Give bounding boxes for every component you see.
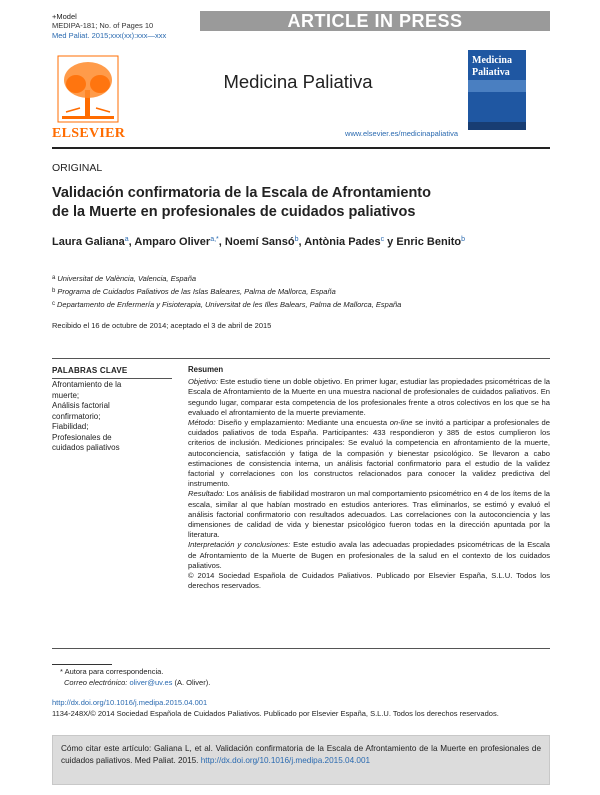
affiliation-item <box>52 285 401 298</box>
author-name: Enric Benito <box>396 236 462 248</box>
abstract-method <box>188 418 550 489</box>
keyword-item: cuidados paliativos <box>52 443 120 452</box>
abstract-objective <box>188 377 550 418</box>
received-dates: Recibido el 16 de octubre de 2014; aceptado el 3 de abril de 2015 <box>52 321 272 330</box>
author-affil-marker[interactable]: b <box>294 236 299 243</box>
cover-band <box>468 80 526 92</box>
author-separator: , <box>298 236 305 248</box>
journal-title: Medicina Paliativa <box>223 71 373 92</box>
author-affil-marker[interactable]: a <box>124 236 129 243</box>
abstract-section-label: Interpretación y conclusiones: <box>188 540 291 550</box>
journal-citation: Med Paliat. 2015;xxx(xx):xxx—xxx <box>52 31 167 40</box>
elsevier-tree-icon <box>52 50 124 126</box>
affiliations <box>52 272 401 311</box>
author-separator: , <box>218 236 225 248</box>
abstract-section-label: Método: <box>188 418 216 428</box>
author-affil-marker[interactable]: a,* <box>210 236 219 243</box>
affiliation-marker: c <box>52 301 55 307</box>
cover-title-line2: Paliativa <box>472 67 510 78</box>
keywords-top-rule <box>52 358 550 359</box>
affiliation-marker: a <box>52 275 56 281</box>
keywords-panel <box>52 360 172 455</box>
keyword-item: Profesionales de <box>52 432 112 442</box>
running-header <box>52 12 166 40</box>
author-separator: y <box>384 236 397 248</box>
elsevier-logo <box>52 50 124 140</box>
keyword-item: confirmatorio; <box>52 411 101 421</box>
cover-title-line1: Medicina <box>472 55 512 66</box>
affiliation-item <box>52 298 401 311</box>
keyword-item: Análisis factorial <box>52 401 110 410</box>
author-name: Noemí Sansó <box>224 236 295 248</box>
masthead-divider <box>52 147 550 149</box>
abstract-text: Diseño y emplazamiento: Mediante una encuesta <box>215 418 390 428</box>
cite-label: Cómo citar este artículo: <box>61 744 152 753</box>
affiliation-text: Universitat de València, Valencia, España <box>57 274 197 283</box>
abstract-text: Los análisis de fiabilidad mostraron un mal comportamiento psicométrico en 4 de los ítems de la escala, similar al que habían mostrado en estudios anteriores. Tras eliminarlos, se estimó y evaluó el análisis factorial confirmatorio con resultados adecuados. Las correlaciones con la autoconciencia y las dimensiones de calidad de vida y bienestar psicológico fueron todas en la dirección apuntada por la literatura. <box>188 489 550 540</box>
author-name: Laura Galiana <box>52 236 125 248</box>
keyword-item: muerte; <box>52 390 80 400</box>
abstract-heading: Resumen <box>188 365 224 374</box>
author-name: Antònia Pades <box>304 236 381 248</box>
abstract-copyright: © 2014 Sociedad Española de Cuidados Paliativos. Publicado por Elsevier España, S.L.U. Todos los derechos reservados. <box>188 571 550 591</box>
title-line-2: de la Muerte en profesionales de cuidados paliativos <box>52 204 416 220</box>
footnote-rule <box>52 664 112 665</box>
abstract-result <box>188 489 550 540</box>
cite-text: Galiana L, et al. Validación confirmatoria de la Escala de Afrontamiento de la Muerte en profesionales de cuidados paliativos. Med Paliat. 2015. <box>61 744 541 765</box>
email-line <box>60 677 210 688</box>
author-affil-marker[interactable]: c <box>380 236 385 243</box>
author-separator: , <box>128 236 135 248</box>
keyword-item: Afrontamiento de la <box>52 380 122 389</box>
abstract-italic-term: on-line <box>389 418 413 428</box>
doi-link[interactable]: http://dx.doi.org/10.1016/j.medipa.2015.04.001 <box>52 698 208 707</box>
email-suffix: (A. Oliver). <box>172 678 211 687</box>
keywords-heading-rule <box>52 378 172 379</box>
author-name: Amparo Oliver <box>134 236 211 248</box>
keywords-list <box>52 380 172 454</box>
abstract-text: Este estudio tiene un doble objetivo. En primer lugar, estudiar las propiedades psicométricas de la Escala de Afrontamiento de la Muerte en una muestra nacional de profesionales de cuidados paliativos. En segundo lugar, comparar esta competencia de los profesionales frente a otros colectivos en los que se ha evaluado el afrontamiento de la muerte previamente. <box>188 377 550 417</box>
keywords-heading: PALABRAS CLAVE <box>52 366 128 375</box>
author-affil-marker[interactable]: b <box>461 236 466 243</box>
abstract <box>188 365 550 591</box>
abstract-text: Este estudio avala las adecuadas propiedades psicométricas de la Escala de Afrontamiento de la Muerte de Bugen en profesionales de la salud en el contexto de los cuidados paliativos. <box>188 540 551 570</box>
article-in-press-banner: ARTICLE IN PRESS <box>200 11 550 31</box>
journal-url-link[interactable]: www.elsevier.es/medicinapaliativa <box>345 129 458 138</box>
cite-doi-link[interactable]: http://dx.doi.org/10.1016/j.medipa.2015.04.001 <box>200 756 371 765</box>
affiliation-text: Departamento de Enfermería y Fisioterapia, Universitat de les Illes Balears, Palma de Mallorca, España <box>57 300 402 309</box>
title-line-1: Validación confirmatoria de la Escala de Afrontamiento <box>52 185 431 201</box>
email-link[interactable]: oliver@uv.es <box>129 678 173 687</box>
corr-text: Autora para correspondencia. <box>62 667 164 676</box>
corr-line <box>60 666 210 677</box>
affiliation-marker: b <box>52 288 56 294</box>
publisher-name: ELSEVIER <box>52 126 126 141</box>
masthead <box>52 50 550 144</box>
keyword-item: Fiabilidad; <box>52 422 89 431</box>
abstract-text: se invitó a participar a profesionales de cuidados paliativos de toda España. Participantes: 433 respondieron y 385 de estos cumplieron los criterios de inclusión. Mediciones principales: Se evaluó la competencia en afrontamiento de la muerte, autoconciencia, satisfacción y fatiga de la compasión y bienestar psicológico. Se llevaron a cabo estimaciones de consistencia interna, un análisis factorial confirmatorio para el estudio de la validez factorial y correlaciones con los constructos relacionados para conocer la validez predictiva del instrumento. <box>188 418 550 489</box>
cover-bar <box>468 122 526 130</box>
issue-info: MEDIPA-181; No. of Pages 10 <box>52 21 154 30</box>
section-label: ORIGINAL <box>52 162 103 174</box>
email-label: Correo electrónico: <box>64 678 128 687</box>
affiliation-item <box>52 272 401 285</box>
copyright-line: 1134-248X/© 2014 Sociedad Española de Cuidados Paliativos. Publicado por Elsevier España, S.L.U. Todos los derechos reservados. <box>52 709 499 718</box>
abstract-bottom-rule <box>52 648 550 649</box>
ref-code: +Model <box>52 12 77 21</box>
corr-marker: * <box>60 667 63 676</box>
how-to-cite-box <box>52 735 550 785</box>
journal-cover-thumbnail <box>468 50 526 130</box>
article-title <box>52 184 522 222</box>
affiliation-text: Programa de Cuidados Paliativos de las Islas Baleares, Palma de Mallorca, España <box>57 287 336 296</box>
author-list <box>52 236 465 248</box>
abstract-conclusion <box>188 540 550 571</box>
abstract-section-label: Objetivo: <box>188 377 218 387</box>
corresponding-author-note <box>60 666 210 688</box>
abstract-section-label: Resultado: <box>188 489 225 499</box>
